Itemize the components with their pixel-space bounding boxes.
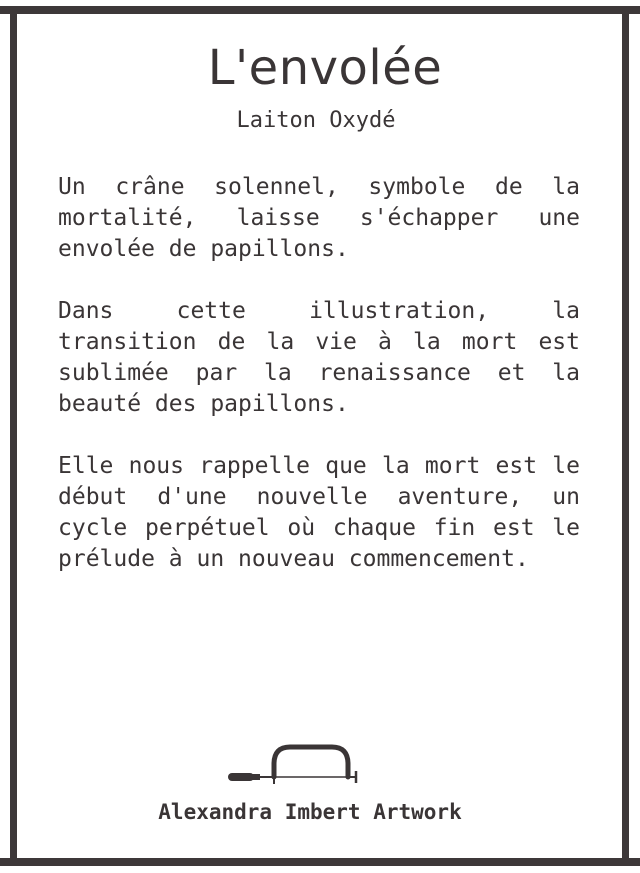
frame-left-border bbox=[10, 6, 17, 866]
artist-signature: Alexandra Imbert Artwork bbox=[158, 800, 462, 824]
card-subtitle: Laiton Oxydé bbox=[236, 108, 396, 133]
frame-bottom-border bbox=[0, 858, 640, 866]
frame-right-border bbox=[622, 6, 629, 866]
jeweler-saw-icon bbox=[228, 742, 364, 788]
card-title: L'envolée bbox=[207, 40, 443, 96]
frame-top-border bbox=[0, 6, 640, 14]
description-paragraph-3: Elle nous rappelle que la mort est le début d'une nouvelle aventure, un cycle perpétuel où chaque fin est le prélude à un nouveau commencement. bbox=[58, 453, 580, 572]
description bbox=[58, 172, 580, 606]
description-paragraph-1: Un crâne solennel, symbole de la mortalité, laisse s'échapper une envolée de papillons. bbox=[58, 174, 580, 262]
description-paragraph-2: Dans cette illustration, la transition de la vie à la mort est sublimée par la renaissance et la beauté des papillons. bbox=[58, 298, 580, 417]
